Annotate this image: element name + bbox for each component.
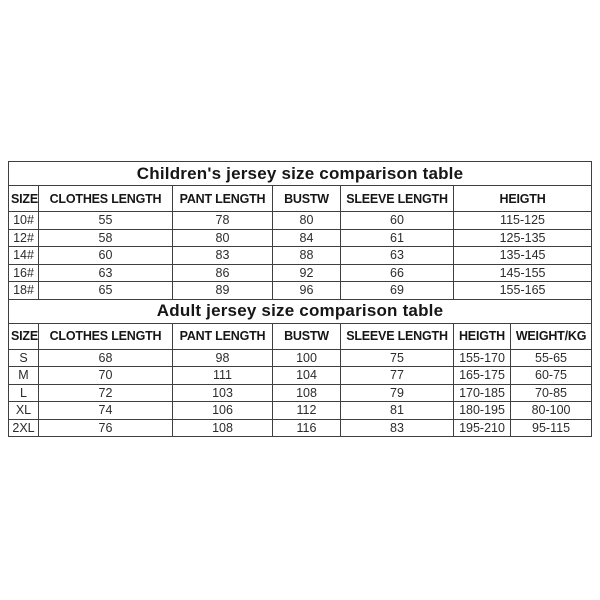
cell-sleeve-length: 79 <box>341 384 454 402</box>
cell-sleeve-length: 83 <box>341 419 454 437</box>
cell-clothes-length: 70 <box>39 367 173 385</box>
cell-size: S <box>9 349 39 367</box>
cell-heigth: 170-185 <box>454 384 511 402</box>
column-header-clothes-length: CLOTHES LENGTH <box>39 323 173 349</box>
cell-clothes-length: 68 <box>39 349 173 367</box>
cell-heigth: 145-155 <box>454 264 592 282</box>
cell-clothes-length: 76 <box>39 419 173 437</box>
cell-bustw: 100 <box>273 349 341 367</box>
cell-heigth: 165-175 <box>454 367 511 385</box>
cell-sleeve-length: 75 <box>341 349 454 367</box>
cell-sleeve-length: 61 <box>341 229 454 247</box>
column-header-pant-length: PANT LENGTH <box>173 323 273 349</box>
cell-heigth: 155-165 <box>454 282 592 300</box>
cell-sleeve-length: 66 <box>341 264 454 282</box>
cell-weight: 95-115 <box>511 419 592 437</box>
table-row <box>9 419 592 437</box>
table-row <box>9 349 592 367</box>
cell-pant-length: 106 <box>173 402 273 420</box>
cell-clothes-length: 60 <box>39 247 173 265</box>
cell-sleeve-length: 77 <box>341 367 454 385</box>
cell-pant-length: 83 <box>173 247 273 265</box>
jersey-size-chart <box>8 161 591 437</box>
cell-sleeve-length: 60 <box>341 212 454 230</box>
table-row <box>9 212 592 230</box>
cell-pant-length: 108 <box>173 419 273 437</box>
cell-bustw: 92 <box>273 264 341 282</box>
column-header-heigth: HEIGTH <box>454 186 592 212</box>
cell-clothes-length: 74 <box>39 402 173 420</box>
cell-sleeve-length: 81 <box>341 402 454 420</box>
cell-bustw: 104 <box>273 367 341 385</box>
cell-pant-length: 89 <box>173 282 273 300</box>
cell-heigth: 180-195 <box>454 402 511 420</box>
children-table-title: Children's jersey size comparison table <box>9 162 592 186</box>
adult-table-title-row <box>9 299 592 323</box>
cell-weight: 70-85 <box>511 384 592 402</box>
table-row <box>9 367 592 385</box>
adult-table-title: Adult jersey size comparison table <box>9 299 592 323</box>
cell-clothes-length: 65 <box>39 282 173 300</box>
cell-bustw: 80 <box>273 212 341 230</box>
cell-bustw: 112 <box>273 402 341 420</box>
cell-size: 10# <box>9 212 39 230</box>
cell-weight: 60-75 <box>511 367 592 385</box>
cell-heigth: 125-135 <box>454 229 592 247</box>
column-header-size: SIZE <box>9 186 39 212</box>
cell-clothes-length: 55 <box>39 212 173 230</box>
cell-bustw: 96 <box>273 282 341 300</box>
adult-table-header-row <box>9 323 592 349</box>
column-header-sleeve-length: SLEEVE LENGTH <box>341 186 454 212</box>
cell-bustw: 88 <box>273 247 341 265</box>
cell-size: 2XL <box>9 419 39 437</box>
table-row <box>9 402 592 420</box>
table-row <box>9 247 592 265</box>
children-table-header-row <box>9 186 592 212</box>
cell-size: 16# <box>9 264 39 282</box>
cell-size: 18# <box>9 282 39 300</box>
cell-size: 14# <box>9 247 39 265</box>
cell-bustw: 116 <box>273 419 341 437</box>
cell-clothes-length: 72 <box>39 384 173 402</box>
column-header-sleeve-length: SLEEVE LENGTH <box>341 323 454 349</box>
cell-size: 12# <box>9 229 39 247</box>
table-row <box>9 229 592 247</box>
column-header-bustw: BUSTW <box>273 186 341 212</box>
cell-bustw: 108 <box>273 384 341 402</box>
size-comparison-table <box>8 161 592 437</box>
cell-size: L <box>9 384 39 402</box>
cell-weight: 80-100 <box>511 402 592 420</box>
cell-bustw: 84 <box>273 229 341 247</box>
cell-pant-length: 86 <box>173 264 273 282</box>
cell-size: XL <box>9 402 39 420</box>
table-row <box>9 384 592 402</box>
children-table-title-row <box>9 162 592 186</box>
cell-clothes-length: 58 <box>39 229 173 247</box>
cell-heigth: 135-145 <box>454 247 592 265</box>
column-header-heigth: HEIGTH <box>454 323 511 349</box>
cell-sleeve-length: 63 <box>341 247 454 265</box>
cell-pant-length: 78 <box>173 212 273 230</box>
cell-weight: 55-65 <box>511 349 592 367</box>
column-header-clothes-length: CLOTHES LENGTH <box>39 186 173 212</box>
column-header-weight-kg: WEIGHT/KG <box>511 323 592 349</box>
cell-pant-length: 103 <box>173 384 273 402</box>
cell-heigth: 115-125 <box>454 212 592 230</box>
cell-heigth: 155-170 <box>454 349 511 367</box>
column-header-size: SIZE <box>9 323 39 349</box>
table-row <box>9 282 592 300</box>
cell-clothes-length: 63 <box>39 264 173 282</box>
column-header-pant-length: PANT LENGTH <box>173 186 273 212</box>
cell-pant-length: 80 <box>173 229 273 247</box>
cell-sleeve-length: 69 <box>341 282 454 300</box>
cell-pant-length: 111 <box>173 367 273 385</box>
cell-pant-length: 98 <box>173 349 273 367</box>
cell-heigth: 195-210 <box>454 419 511 437</box>
cell-size: M <box>9 367 39 385</box>
column-header-bustw: BUSTW <box>273 323 341 349</box>
table-row <box>9 264 592 282</box>
